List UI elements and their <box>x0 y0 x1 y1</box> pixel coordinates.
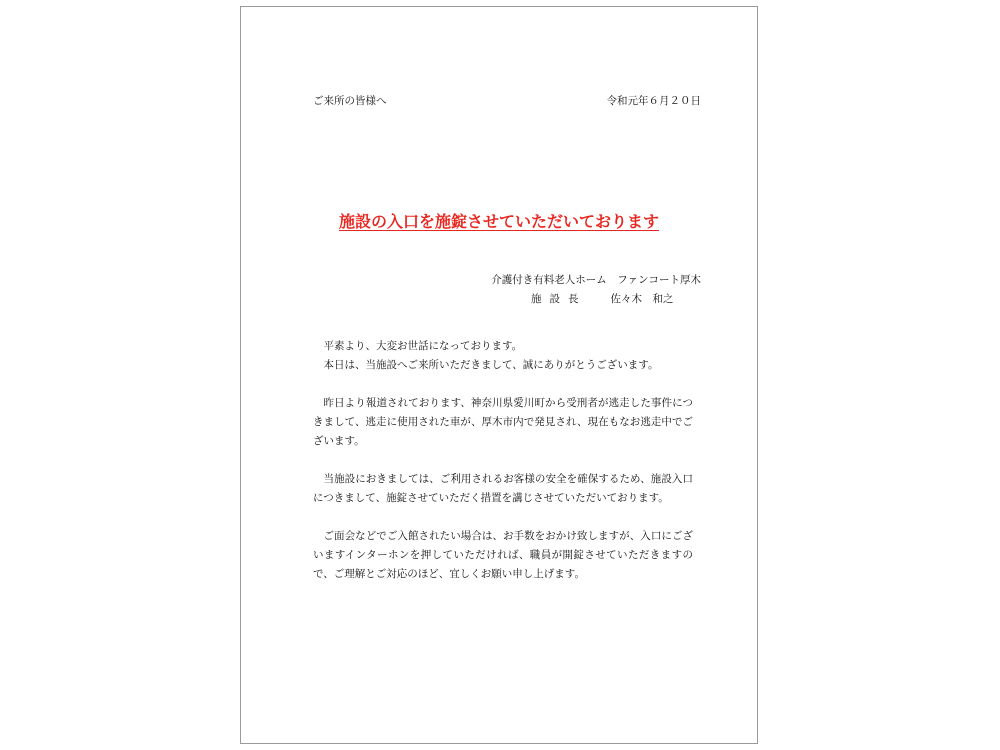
organization-name: 介護付き有料老人ホーム ファンコート厚木 <box>491 274 701 286</box>
director-role: 施設長 <box>531 293 587 305</box>
document-page <box>240 6 758 744</box>
letter-body <box>313 337 693 603</box>
addressee: ご来所の皆様へ <box>313 95 387 107</box>
paragraph-measures: 当施設におきましては、ご利用されるお客様の安全を確保するため、施設入口につきまして、施錠させていただく措置を講じさせていただいております。 <box>313 473 693 504</box>
paragraph-visitors: ご面会などでご入館されたい場合は、お手数をおかけ致しますが、入口にございますインターホンを押していただければ、職員が開錠させていただきますので、ご理解とご対応のほど、宜しくお願い申し上げます。 <box>313 530 693 580</box>
letter-date: 令和元年６月２０日 <box>606 95 701 107</box>
director-line <box>531 292 674 306</box>
paragraph-greeting: 平素より、大変お世話になっております。 <box>323 340 523 352</box>
paragraph-thanks: 本日は、当施設へご来所いただきまして、誠にありがとうございます。 <box>323 359 659 371</box>
paragraph-incident: 昨日より報道されております、神奈川県愛川町から受刑者が逃走した事件につきまして、逃走に使用された車が、厚木市内で発見され、現在もなお逃走中でございます。 <box>313 397 693 447</box>
director-name: 佐々木 和之 <box>610 293 674 305</box>
notice-title: 施設の入口を施錠させていただいております <box>338 212 659 231</box>
